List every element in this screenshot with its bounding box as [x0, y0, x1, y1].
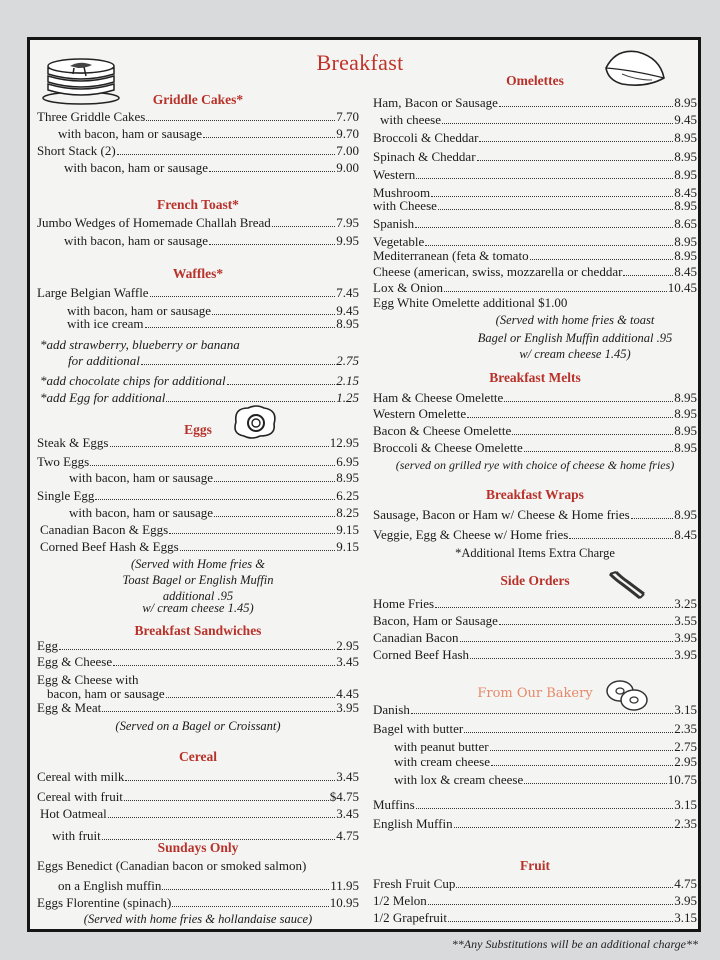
menu-item: Ham & Cheese Omelette 8.95 — [373, 390, 697, 405]
page-title: Breakfast — [316, 50, 404, 75]
menu-item: Bacon & Cheese Omelette 8.95 — [373, 423, 697, 438]
menu-item: for additional 2.75 — [68, 353, 359, 368]
menu-item: Broccoli & Cheddar 8.95 — [373, 130, 697, 145]
menu-item: Cheese (american, swiss, mozzarella or cheddar 8.45 — [373, 264, 697, 279]
menu-item: Hot Oatmeal 3.45 — [40, 806, 359, 821]
sandwiches-note: (Served on a Bagel or Croissant) — [115, 719, 281, 733]
menu-item: Egg & Cheese 3.45 — [37, 654, 359, 669]
menu-item: Single Egg 6.25 — [37, 488, 359, 503]
menu-item: *add chocolate chips for additional 2.15 — [40, 373, 359, 388]
section-heading-bakery: From Our Bakery — [477, 686, 593, 701]
menu-item: Short Stack (2) 7.00 — [37, 143, 359, 158]
menu-item: with bacon, ham or sausage 9.95 — [64, 233, 359, 248]
menu-item: Muffins 3.15 — [373, 797, 697, 812]
menu-item: Three Griddle Cakes 7.70 — [37, 109, 359, 124]
menu-item: Bagel with butter 2.35 — [373, 721, 697, 736]
menu-item: Corned Beef Hash & Eggs 9.15 — [40, 539, 359, 554]
menu-item: Western 8.95 — [373, 167, 697, 182]
menu-item: Canadian Bacon & Eggs 9.15 — [40, 522, 359, 537]
menu-item: Spanish 8.65 — [373, 216, 697, 231]
menu-item: Corned Beef Hash 3.95 — [373, 647, 697, 662]
menu-item: with bacon, ham or sausage 9.00 — [64, 160, 359, 175]
menu-item: with peanut butter 2.75 — [394, 739, 697, 754]
eggs-note: Toast Bagel or English Muffin — [122, 573, 274, 587]
menu-item: Mushroom 8.45 — [373, 185, 697, 200]
menu-item: with bacon, ham or sausage 9.70 — [58, 126, 359, 141]
section-heading-cereal: Cereal — [179, 749, 217, 764]
section-heading-sandwiches: Breakfast Sandwiches — [134, 623, 262, 638]
substitutions-footnote: **Any Substitutions will be an additional charge** — [451, 937, 698, 951]
omelettes-note: Bagel or English Muffin additional .95 — [477, 331, 673, 345]
section-heading-french-toast: French Toast* — [157, 197, 239, 212]
eggs-note: (Served with Home fries & — [130, 557, 265, 571]
menu-item: with lox & cream cheese 10.75 — [394, 772, 697, 787]
menu-item: Home Fries 3.25 — [373, 596, 697, 611]
menu-item: with cream cheese 2.95 — [394, 754, 697, 769]
menu-item: Lox & Onion 10.45 — [373, 280, 697, 295]
wraps-note: *Additional Items Extra Charge — [455, 546, 615, 560]
menu-item: Mediterranean (feta & tomato 8.95 — [373, 248, 697, 263]
menu-item: *add Egg for additional 1.25 — [40, 390, 359, 405]
menu-item: Two Eggs 6.95 — [37, 454, 359, 469]
section-heading-side-orders: Side Orders — [500, 573, 570, 588]
menu-item: with fruit 4.75 — [52, 828, 359, 843]
menu-item: with bacon, ham or sausage 8.95 — [69, 470, 359, 485]
menu-item: Eggs Florentine (spinach) 10.95 — [37, 895, 359, 910]
menu-item: Sausage, Bacon or Ham w/ Cheese & Home fries 8.95 — [373, 507, 697, 522]
section-heading-eggs: Eggs — [184, 422, 212, 437]
menu-item: with Cheese 8.95 — [373, 198, 697, 213]
menu-item: *add strawberry, blueberry or banana — [40, 337, 240, 352]
omelettes-note: w/ cream cheese 1.45) — [519, 347, 631, 361]
omelettes-note: (Served with home fries & toast — [495, 313, 655, 327]
menu-item: Large Belgian Waffle 7.45 — [37, 285, 359, 300]
menu-item: 1/2 Melon 3.95 — [373, 893, 697, 908]
menu-item: Western Omelette 8.95 — [373, 406, 697, 421]
menu-item: Broccoli & Cheese Omelette 8.95 — [373, 440, 697, 455]
eggs-note: w/ cream cheese 1.45) — [142, 601, 254, 615]
menu-item: Veggie, Egg & Cheese w/ Home fries 8.45 — [373, 527, 697, 542]
menu-item: Egg & Meat 3.95 — [37, 700, 359, 715]
menu-item: on a English muffin 11.95 — [58, 878, 359, 893]
section-heading-omelettes: Omelettes — [506, 73, 564, 88]
section-heading-wraps: Breakfast Wraps — [486, 487, 584, 502]
menu-page — [27, 37, 701, 932]
menu-item: Ham, Bacon or Sausage 8.95 — [373, 95, 697, 110]
menu-item: with bacon, ham or sausage 8.25 — [69, 505, 359, 520]
menu-item: Egg White Omelette additional $1.00 — [373, 295, 568, 310]
section-heading-fruit: Fruit — [520, 858, 550, 873]
melts-note: (served on grilled rye with choice of cheese & home fries) — [395, 458, 675, 472]
menu-item: Fresh Fruit Cup 4.75 — [373, 876, 697, 891]
section-heading-melts: Breakfast Melts — [489, 370, 581, 385]
menu-item: with ice cream 8.95 — [67, 316, 359, 331]
menu-item: Cereal with fruit $4.75 — [37, 789, 359, 804]
menu-item: Bacon, Ham or Sausage 3.55 — [373, 613, 697, 628]
eggs-note: additional .95 — [162, 589, 234, 603]
menu-item: Eggs Benedict (Canadian bacon or smoked salmon) — [37, 858, 307, 873]
sundays-note: (Served with home fries & hollandaise sauce) — [83, 912, 313, 926]
menu-item: Spinach & Cheddar 8.95 — [373, 149, 697, 164]
menu-item: Cereal with milk 3.45 — [37, 769, 359, 784]
menu-item: Danish 3.15 — [373, 702, 697, 717]
menu-item: Vegetable 8.95 — [373, 234, 697, 249]
menu-item: Jumbo Wedges of Homemade Challah Bread 7.95 — [37, 215, 359, 230]
menu-item: Egg & Cheese with — [37, 672, 139, 687]
section-heading-sundays: Sundays Only — [157, 840, 239, 855]
menu-item: with cheese 9.45 — [380, 112, 697, 127]
menu-item: Egg 2.95 — [37, 638, 359, 653]
section-heading-waffles: Waffles* — [172, 266, 224, 281]
menu-item: with bacon, ham or sausage 9.45 — [67, 303, 359, 318]
menu-item: English Muffin 2.35 — [373, 816, 697, 831]
section-heading-griddle-cakes: Griddle Cakes* — [152, 92, 244, 107]
menu-item: bacon, ham or sausage 4.45 — [47, 686, 359, 701]
menu-item: Canadian Bacon 3.95 — [373, 630, 697, 645]
menu-item: Steak & Eggs 12.95 — [37, 435, 359, 450]
menu-item: 1/2 Grapefruit 3.15 — [373, 910, 697, 925]
